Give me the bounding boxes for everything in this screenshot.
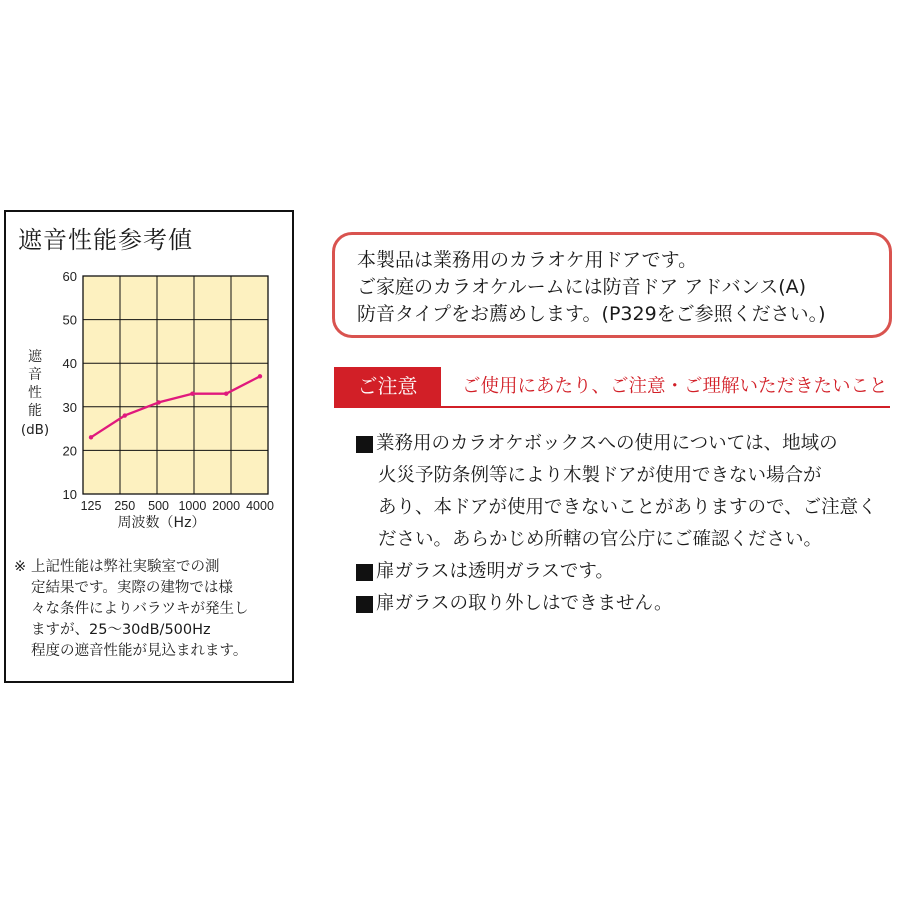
list-item	[356, 588, 896, 620]
x-axis-label: 周波数（Hz）	[117, 515, 206, 531]
note-line: 々な条件によりバラツキが発生し	[31, 601, 249, 617]
list-item	[356, 428, 896, 556]
caution-text: ご使用にあたり、ご注意・ご理解いただきたいこと	[462, 376, 888, 397]
callout-line: 防音タイプをお薦めします。(P329をご参照ください。)	[357, 303, 826, 325]
item-line: 扉ガラスは透明ガラスです。	[376, 561, 614, 582]
data-point	[89, 435, 93, 439]
y-tick-label: 10	[62, 487, 77, 502]
square-bullet-icon	[356, 436, 373, 453]
data-point	[190, 392, 194, 396]
data-point	[156, 400, 160, 404]
item-line: 扉ガラスの取り外しはできません。	[376, 593, 673, 614]
item-line: 業務用のカラオケボックスへの使用については、地域の	[376, 433, 838, 454]
sound-insulation-chart	[6, 212, 292, 552]
x-tick-label: 500	[148, 499, 170, 513]
note-mark: ※	[14, 559, 27, 575]
y-tick-label: 50	[62, 312, 77, 328]
panel-title: 遮音性能参考値	[18, 226, 193, 254]
data-point	[123, 413, 127, 417]
note-line: 程度の遮音性能が見込まれます。	[31, 643, 248, 659]
y-tick-label: 20	[62, 443, 77, 459]
note	[14, 557, 288, 662]
x-tick-label: 1000	[178, 499, 207, 513]
callout-line: ご家庭のカラオケルームには防音ドア アドバンス(A)	[357, 276, 807, 298]
y-tick-label: 30	[62, 399, 77, 415]
y-axis-label-char: 音	[28, 367, 42, 383]
x-tick-label: 125	[80, 499, 102, 513]
square-bullet-icon	[356, 596, 373, 613]
y-axis-label-char: 性	[28, 385, 42, 401]
data-point	[258, 374, 262, 378]
caution-header	[334, 367, 890, 408]
note-line: 定結果です。実際の建物では様	[31, 580, 233, 596]
item-line: 火災予防条例等により木製ドアが使用できない場合が	[378, 465, 822, 486]
data-point	[224, 392, 228, 396]
caution-label: ご注意	[334, 367, 441, 406]
caution-list	[356, 428, 896, 620]
sound-insulation-panel	[4, 210, 294, 683]
y-axis-unit: (dB)	[20, 422, 50, 438]
plot-area	[83, 276, 268, 494]
y-axis-label-char: 遮	[28, 349, 42, 365]
x-tick-label: 4000	[246, 499, 274, 513]
note-line: ますが、25～30dB/500Hz	[31, 622, 211, 638]
note-line: 上記性能は弊社実験室での測	[31, 559, 220, 575]
callout-line: 本製品は業務用のカラオケ用ドアです。	[357, 249, 698, 271]
y-axis-label-char: 能	[28, 403, 42, 419]
item-line: あり、本ドアが使用できないことがありますので、ご注意く	[378, 497, 877, 518]
y-tick-label: 40	[62, 356, 77, 372]
x-tick-label: 2000	[212, 499, 241, 513]
square-bullet-icon	[356, 564, 373, 581]
x-tick-label: 250	[114, 499, 136, 513]
callout-box	[332, 232, 892, 338]
y-tick-label: 60	[62, 269, 77, 284]
item-line: ださい。あらかじめ所轄の官公庁にご確認ください。	[378, 529, 823, 550]
list-item	[356, 556, 896, 588]
